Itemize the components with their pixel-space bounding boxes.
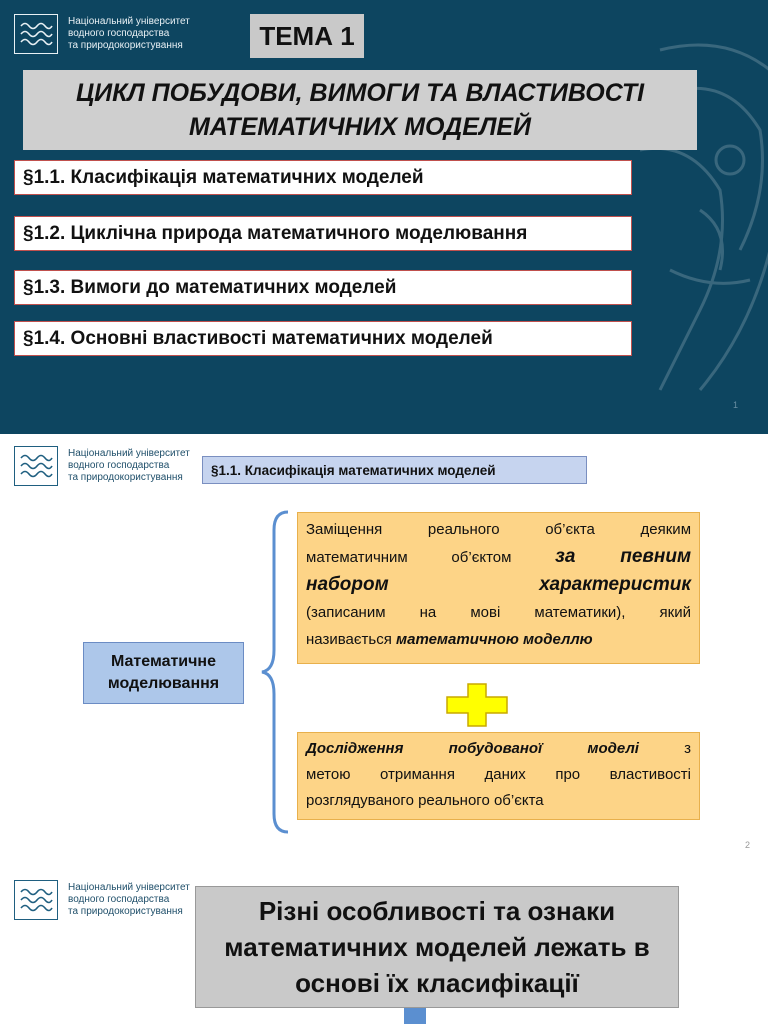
definition-line: Заміщення реального об’єкта деяким: [306, 521, 691, 538]
university-logo: [14, 14, 190, 54]
page-number: 2: [744, 840, 750, 850]
university-logo: [14, 446, 190, 486]
statement-line2: математичних моделей лежать в: [224, 932, 650, 962]
university-name-line2: водного господарства: [68, 460, 170, 471]
university-name-line2: водного господарства: [68, 894, 170, 905]
university-name-line3: та природокористування: [68, 40, 183, 51]
definition-line: називається математичною моделлю: [306, 631, 593, 648]
definition-line: (записаним на мові математики), який: [306, 604, 691, 621]
research-box: [297, 732, 700, 820]
math-modeling-line2: моделювання: [107, 675, 220, 692]
topic-title-line2: МАТЕМАТИЧНИХ МОДЕЛЕЙ: [188, 113, 532, 141]
section-item-1-2[interactable]: §1.2. Циклічна природа математичного моделювання: [14, 216, 632, 251]
section-header: §1.1. Класифікація математичних моделей: [202, 456, 587, 484]
waves-logo-icon: [14, 880, 58, 920]
classification-statement: [195, 886, 679, 1008]
waves-logo-icon: [14, 446, 58, 486]
topic-label: ТЕМА 1: [250, 14, 364, 58]
university-name-line2: водного господарства: [68, 28, 170, 39]
page-number: 1: [732, 400, 738, 410]
topic-title-line1: ЦИКЛ ПОБУДОВИ, ВИМОГИ ТА ВЛАСТИВОСТІ: [75, 79, 645, 107]
slide-1: [0, 0, 768, 434]
definition-box: [297, 512, 700, 664]
university-name-line3: та природокористування: [68, 472, 183, 483]
slide-2: [0, 434, 768, 858]
definition-line: набором характеристик: [306, 574, 691, 595]
research-line: метою отримання даних про властивості: [306, 766, 691, 783]
definition-line: математичним об’єктом за певним: [306, 546, 691, 567]
statement-line1: Різні особливості та ознаки: [258, 896, 616, 926]
university-name-line3: та природокористування: [68, 906, 183, 917]
math-modeling-box: [83, 642, 244, 704]
university-name-line1: Національний університет: [68, 882, 190, 893]
section-item-1-3[interactable]: §1.3. Вимоги до математичних моделей: [14, 270, 632, 305]
curly-brace-icon: [258, 510, 290, 834]
university-name-line1: Національний університет: [68, 448, 190, 459]
down-arrow-icon: [404, 1008, 426, 1024]
research-line: Дослідження побудованої моделі з: [306, 740, 691, 757]
university-logo: [14, 880, 190, 920]
waves-logo-icon: [14, 14, 58, 54]
section-item-1-4[interactable]: §1.4. Основні властивості математичних моделей: [14, 321, 632, 356]
math-modeling-line1: Математичне: [111, 653, 216, 670]
plus-icon: [446, 683, 508, 727]
university-name-line1: Національний університет: [68, 16, 190, 27]
statement-line3: основі їх класифікації: [295, 968, 579, 998]
topic-title: [23, 70, 697, 150]
research-line: розглядуваного реального об’єкта: [306, 792, 544, 809]
slide-3: [0, 858, 768, 1024]
section-item-1-1[interactable]: §1.1. Класифікація математичних моделей: [14, 160, 632, 195]
